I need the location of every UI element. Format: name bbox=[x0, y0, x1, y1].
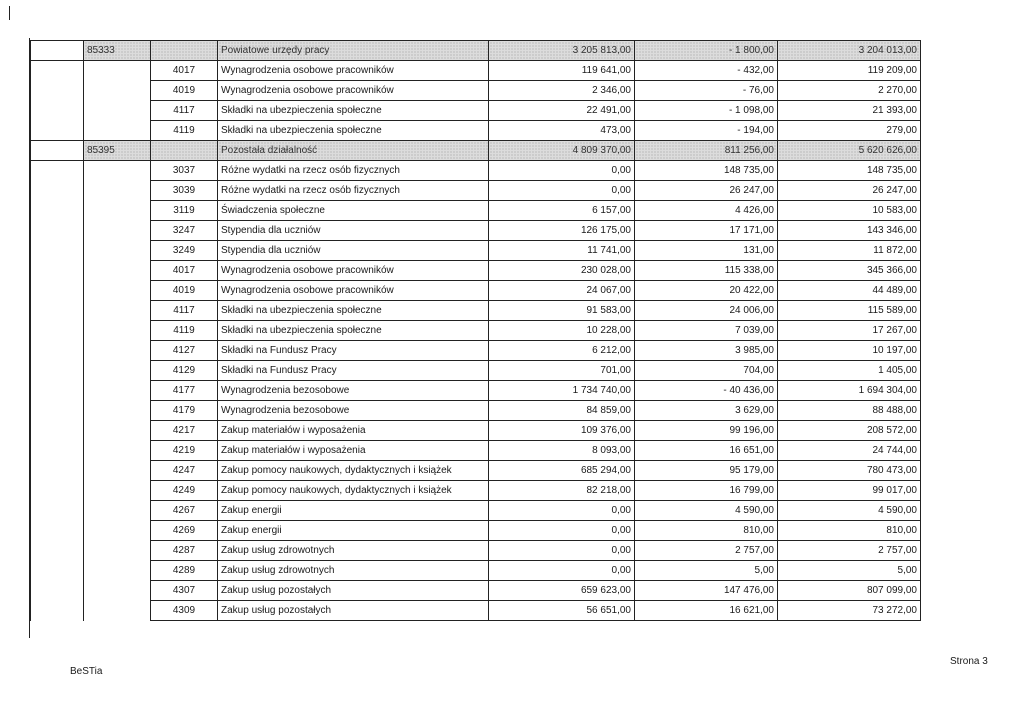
table-row bbox=[31, 481, 921, 501]
paragraph-code: 4249 bbox=[151, 481, 218, 501]
amount-before: 701,00 bbox=[489, 361, 635, 381]
amount-change: - 194,00 bbox=[635, 121, 778, 141]
amount-change: 20 422,00 bbox=[635, 281, 778, 301]
chapter-name: Pozostała działalność bbox=[218, 141, 489, 161]
chapter-row bbox=[31, 41, 921, 61]
footer-program-name: BeSTia bbox=[70, 666, 103, 677]
paragraph-code: 4267 bbox=[151, 501, 218, 521]
paragraph-code: 4217 bbox=[151, 421, 218, 441]
paragraph-name: Wynagrodzenia osobowe pracowników bbox=[218, 281, 489, 301]
amount-change: 148 735,00 bbox=[635, 161, 778, 181]
amount-before: 84 859,00 bbox=[489, 401, 635, 421]
table-row bbox=[31, 281, 921, 301]
chapter-cell bbox=[84, 501, 151, 521]
amount-change: 3 985,00 bbox=[635, 341, 778, 361]
chapter-cell bbox=[84, 321, 151, 341]
paragraph-code: 4019 bbox=[151, 81, 218, 101]
paragraph-name: Zakup materiałów i wyposażenia bbox=[218, 421, 489, 441]
chapter-cell bbox=[84, 541, 151, 561]
amount-change: 147 476,00 bbox=[635, 581, 778, 601]
table-row bbox=[31, 341, 921, 361]
amount-change: 24 006,00 bbox=[635, 301, 778, 321]
amount-before: 659 623,00 bbox=[489, 581, 635, 601]
chapter-cell bbox=[84, 401, 151, 421]
scan-mark bbox=[9, 6, 10, 20]
paragraph-name: Wynagrodzenia osobowe pracowników bbox=[218, 261, 489, 281]
amount-change: 7 039,00 bbox=[635, 321, 778, 341]
paragraph-code: 4119 bbox=[151, 321, 218, 341]
chapter-cell bbox=[84, 301, 151, 321]
chapter-cell bbox=[84, 181, 151, 201]
amount-before: 0,00 bbox=[489, 541, 635, 561]
table-row bbox=[31, 381, 921, 401]
table-row bbox=[31, 181, 921, 201]
division-cell bbox=[31, 301, 84, 321]
amount-before: 685 294,00 bbox=[489, 461, 635, 481]
amount-after: 5,00 bbox=[778, 561, 921, 581]
paragraph-code: 4017 bbox=[151, 61, 218, 81]
amount-after: 21 393,00 bbox=[778, 101, 921, 121]
division-cell bbox=[31, 261, 84, 281]
chapter-code: 85333 bbox=[84, 41, 151, 61]
chapter-cell bbox=[84, 381, 151, 401]
amount-after: 345 366,00 bbox=[778, 261, 921, 281]
amount-before: 6 157,00 bbox=[489, 201, 635, 221]
amount-before: 0,00 bbox=[489, 501, 635, 521]
amount-change: 131,00 bbox=[635, 241, 778, 261]
budget-table bbox=[30, 40, 921, 621]
paragraph-code: 4129 bbox=[151, 361, 218, 381]
table-row bbox=[31, 221, 921, 241]
chapter-row bbox=[31, 141, 921, 161]
amount-before: 119 641,00 bbox=[489, 61, 635, 81]
division-cell bbox=[31, 201, 84, 221]
amount-before: 8 093,00 bbox=[489, 441, 635, 461]
amount-before: 0,00 bbox=[489, 161, 635, 181]
table-row bbox=[31, 321, 921, 341]
table-row bbox=[31, 401, 921, 421]
table-row bbox=[31, 501, 921, 521]
amount-change: - 432,00 bbox=[635, 61, 778, 81]
paragraph-cell bbox=[151, 41, 218, 61]
amount-after: 11 872,00 bbox=[778, 241, 921, 261]
table-row bbox=[31, 261, 921, 281]
paragraph-code: 4127 bbox=[151, 341, 218, 361]
table-row bbox=[31, 541, 921, 561]
division-cell bbox=[31, 61, 84, 81]
table-row bbox=[31, 121, 921, 141]
amount-change: 26 247,00 bbox=[635, 181, 778, 201]
division-cell bbox=[31, 541, 84, 561]
paragraph-name: Zakup usług zdrowotnych bbox=[218, 561, 489, 581]
amount-after: 279,00 bbox=[778, 121, 921, 141]
amount-after: 115 589,00 bbox=[778, 301, 921, 321]
division-cell bbox=[31, 421, 84, 441]
amount-after: 24 744,00 bbox=[778, 441, 921, 461]
table-row bbox=[31, 81, 921, 101]
amount-before: 0,00 bbox=[489, 181, 635, 201]
table-row bbox=[31, 521, 921, 541]
paragraph-code: 4119 bbox=[151, 121, 218, 141]
paragraph-name: Zakup pomocy naukowych, dydaktycznych i książek bbox=[218, 461, 489, 481]
chapter-cell bbox=[84, 121, 151, 141]
paragraph-name: Składki na ubezpieczenia społeczne bbox=[218, 301, 489, 321]
division-cell bbox=[31, 221, 84, 241]
table-row bbox=[31, 421, 921, 441]
amount-after: 10 583,00 bbox=[778, 201, 921, 221]
paragraph-name: Składki na Fundusz Pracy bbox=[218, 341, 489, 361]
paragraph-code: 4179 bbox=[151, 401, 218, 421]
table-row bbox=[31, 161, 921, 181]
chapter-cell bbox=[84, 101, 151, 121]
paragraph-name: Składki na ubezpieczenia społeczne bbox=[218, 321, 489, 341]
paragraph-code: 3249 bbox=[151, 241, 218, 261]
amount-before: 126 175,00 bbox=[489, 221, 635, 241]
division-cell bbox=[31, 361, 84, 381]
division-cell bbox=[31, 441, 84, 461]
amount-before: 56 651,00 bbox=[489, 601, 635, 621]
paragraph-name: Składki na ubezpieczenia społeczne bbox=[218, 101, 489, 121]
chapter-cell bbox=[84, 441, 151, 461]
amount-after: 44 489,00 bbox=[778, 281, 921, 301]
division-cell bbox=[31, 141, 84, 161]
paragraph-code: 4219 bbox=[151, 441, 218, 461]
paragraph-code: 4017 bbox=[151, 261, 218, 281]
footer-page-number: Strona 3 bbox=[950, 656, 988, 667]
paragraph-name: Zakup pomocy naukowych, dydaktycznych i książek bbox=[218, 481, 489, 501]
chapter-cell bbox=[84, 341, 151, 361]
division-cell bbox=[31, 581, 84, 601]
amount-after: 143 346,00 bbox=[778, 221, 921, 241]
chapter-code: 85395 bbox=[84, 141, 151, 161]
paragraph-name: Zakup usług pozostałych bbox=[218, 581, 489, 601]
paragraph-name: Stypendia dla uczniów bbox=[218, 241, 489, 261]
amount-change: 3 629,00 bbox=[635, 401, 778, 421]
division-cell bbox=[31, 501, 84, 521]
table-row bbox=[31, 201, 921, 221]
chapter-cell bbox=[84, 481, 151, 501]
division-cell bbox=[31, 241, 84, 261]
paragraph-name: Wynagrodzenia bezosobowe bbox=[218, 401, 489, 421]
paragraph-code: 4117 bbox=[151, 101, 218, 121]
division-cell bbox=[31, 321, 84, 341]
amount-change: 16 621,00 bbox=[635, 601, 778, 621]
paragraph-name: Zakup usług pozostałych bbox=[218, 601, 489, 621]
amount-change: - 1 098,00 bbox=[635, 101, 778, 121]
chapter-amount-after: 3 204 013,00 bbox=[778, 41, 921, 61]
amount-change: 16 799,00 bbox=[635, 481, 778, 501]
chapter-cell bbox=[84, 281, 151, 301]
paragraph-code: 4287 bbox=[151, 541, 218, 561]
amount-after: 4 590,00 bbox=[778, 501, 921, 521]
amount-after: 2 270,00 bbox=[778, 81, 921, 101]
division-cell bbox=[31, 481, 84, 501]
amount-after: 1 694 304,00 bbox=[778, 381, 921, 401]
chapter-amount-change: - 1 800,00 bbox=[635, 41, 778, 61]
amount-after: 119 209,00 bbox=[778, 61, 921, 81]
amount-change: 17 171,00 bbox=[635, 221, 778, 241]
amount-before: 11 741,00 bbox=[489, 241, 635, 261]
division-cell bbox=[31, 601, 84, 621]
chapter-cell bbox=[84, 461, 151, 481]
amount-before: 473,00 bbox=[489, 121, 635, 141]
paragraph-code: 3039 bbox=[151, 181, 218, 201]
division-cell bbox=[31, 401, 84, 421]
amount-change: 4 590,00 bbox=[635, 501, 778, 521]
table-row bbox=[31, 601, 921, 621]
amount-after: 2 757,00 bbox=[778, 541, 921, 561]
chapter-cell bbox=[84, 561, 151, 581]
chapter-cell bbox=[84, 581, 151, 601]
paragraph-name: Składki na ubezpieczenia społeczne bbox=[218, 121, 489, 141]
table-row bbox=[31, 101, 921, 121]
paragraph-name: Zakup usług zdrowotnych bbox=[218, 541, 489, 561]
amount-before: 2 346,00 bbox=[489, 81, 635, 101]
table-row bbox=[31, 301, 921, 321]
amount-before: 0,00 bbox=[489, 521, 635, 541]
paragraph-name: Różne wydatki na rzecz osób fizycznych bbox=[218, 181, 489, 201]
paragraph-code: 4269 bbox=[151, 521, 218, 541]
paragraph-name: Stypendia dla uczniów bbox=[218, 221, 489, 241]
amount-after: 780 473,00 bbox=[778, 461, 921, 481]
division-cell bbox=[31, 461, 84, 481]
paragraph-name: Wynagrodzenia osobowe pracowników bbox=[218, 81, 489, 101]
paragraph-name: Świadczenia społeczne bbox=[218, 201, 489, 221]
paragraph-code: 4019 bbox=[151, 281, 218, 301]
amount-after: 807 099,00 bbox=[778, 581, 921, 601]
paragraph-code: 4177 bbox=[151, 381, 218, 401]
table-row bbox=[31, 461, 921, 481]
division-cell bbox=[31, 81, 84, 101]
amount-before: 230 028,00 bbox=[489, 261, 635, 281]
amount-change: - 40 436,00 bbox=[635, 381, 778, 401]
paragraph-name: Składki na Fundusz Pracy bbox=[218, 361, 489, 381]
division-cell bbox=[31, 101, 84, 121]
division-cell bbox=[31, 521, 84, 541]
table-row bbox=[31, 441, 921, 461]
table-row bbox=[31, 581, 921, 601]
amount-before: 6 212,00 bbox=[489, 341, 635, 361]
table-row bbox=[31, 561, 921, 581]
chapter-cell bbox=[84, 361, 151, 381]
division-cell bbox=[31, 561, 84, 581]
amount-before: 10 228,00 bbox=[489, 321, 635, 341]
paragraph-cell bbox=[151, 141, 218, 161]
amount-before: 109 376,00 bbox=[489, 421, 635, 441]
amount-after: 1 405,00 bbox=[778, 361, 921, 381]
chapter-amount-after: 5 620 626,00 bbox=[778, 141, 921, 161]
division-cell bbox=[31, 181, 84, 201]
amount-before: 1 734 740,00 bbox=[489, 381, 635, 401]
amount-after: 17 267,00 bbox=[778, 321, 921, 341]
chapter-cell bbox=[84, 61, 151, 81]
chapter-cell bbox=[84, 161, 151, 181]
chapter-cell bbox=[84, 421, 151, 441]
amount-before: 22 491,00 bbox=[489, 101, 635, 121]
paragraph-code: 4247 bbox=[151, 461, 218, 481]
table-row bbox=[31, 361, 921, 381]
paragraph-code: 4117 bbox=[151, 301, 218, 321]
chapter-name: Powiatowe urzędy pracy bbox=[218, 41, 489, 61]
division-cell bbox=[31, 281, 84, 301]
paragraph-name: Różne wydatki na rzecz osób fizycznych bbox=[218, 161, 489, 181]
amount-before: 0,00 bbox=[489, 561, 635, 581]
chapter-cell bbox=[84, 261, 151, 281]
table-row bbox=[31, 61, 921, 81]
amount-change: 810,00 bbox=[635, 521, 778, 541]
chapter-cell bbox=[84, 521, 151, 541]
table-row bbox=[31, 241, 921, 261]
division-cell bbox=[31, 161, 84, 181]
amount-before: 24 067,00 bbox=[489, 281, 635, 301]
chapter-amount-before: 3 205 813,00 bbox=[489, 41, 635, 61]
amount-change: 2 757,00 bbox=[635, 541, 778, 561]
amount-change: 115 338,00 bbox=[635, 261, 778, 281]
amount-after: 208 572,00 bbox=[778, 421, 921, 441]
paragraph-name: Zakup energii bbox=[218, 521, 489, 541]
chapter-cell bbox=[84, 241, 151, 261]
amount-change: 4 426,00 bbox=[635, 201, 778, 221]
chapter-amount-change: 811 256,00 bbox=[635, 141, 778, 161]
amount-after: 99 017,00 bbox=[778, 481, 921, 501]
amount-change: 704,00 bbox=[635, 361, 778, 381]
paragraph-code: 3119 bbox=[151, 201, 218, 221]
amount-before: 82 218,00 bbox=[489, 481, 635, 501]
paragraph-name: Zakup materiałów i wyposażenia bbox=[218, 441, 489, 461]
amount-change: 99 196,00 bbox=[635, 421, 778, 441]
amount-before: 91 583,00 bbox=[489, 301, 635, 321]
chapter-amount-before: 4 809 370,00 bbox=[489, 141, 635, 161]
amount-change: 95 179,00 bbox=[635, 461, 778, 481]
chapter-cell bbox=[84, 221, 151, 241]
paragraph-name: Zakup energii bbox=[218, 501, 489, 521]
paragraph-name: Wynagrodzenia bezosobowe bbox=[218, 381, 489, 401]
paragraph-code: 4307 bbox=[151, 581, 218, 601]
paragraph-code: 3247 bbox=[151, 221, 218, 241]
amount-change: 16 651,00 bbox=[635, 441, 778, 461]
chapter-cell bbox=[84, 601, 151, 621]
amount-change: - 76,00 bbox=[635, 81, 778, 101]
division-cell bbox=[31, 41, 84, 61]
division-cell bbox=[31, 381, 84, 401]
paragraph-name: Wynagrodzenia osobowe pracowników bbox=[218, 61, 489, 81]
chapter-cell bbox=[84, 201, 151, 221]
paragraph-code: 4309 bbox=[151, 601, 218, 621]
amount-after: 148 735,00 bbox=[778, 161, 921, 181]
chapter-cell bbox=[84, 81, 151, 101]
paragraph-code: 3037 bbox=[151, 161, 218, 181]
amount-after: 10 197,00 bbox=[778, 341, 921, 361]
division-cell bbox=[31, 121, 84, 141]
amount-change: 5,00 bbox=[635, 561, 778, 581]
amount-after: 88 488,00 bbox=[778, 401, 921, 421]
amount-after: 26 247,00 bbox=[778, 181, 921, 201]
amount-after: 810,00 bbox=[778, 521, 921, 541]
amount-after: 73 272,00 bbox=[778, 601, 921, 621]
division-cell bbox=[31, 341, 84, 361]
paragraph-code: 4289 bbox=[151, 561, 218, 581]
